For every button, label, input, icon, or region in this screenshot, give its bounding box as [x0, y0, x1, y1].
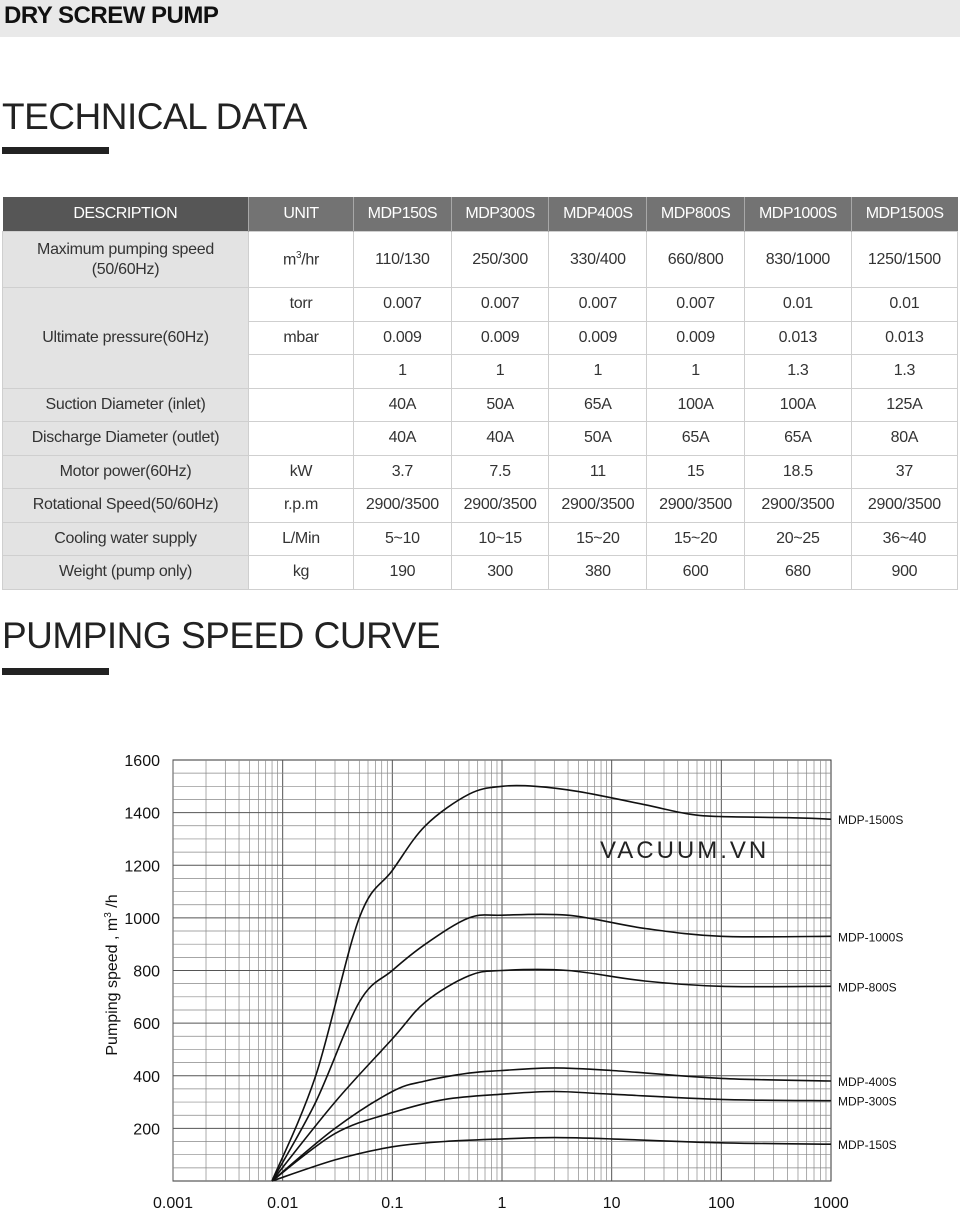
page-title: DRY SCREW PUMP	[4, 2, 219, 29]
cell: 0.009	[451, 321, 549, 355]
cell: 100A	[744, 388, 851, 422]
cell: 37	[851, 455, 957, 489]
cell: 0.013	[744, 321, 851, 355]
cell: 0.007	[647, 288, 745, 322]
cell: 830/1000	[744, 232, 851, 288]
col-description: DESCRIPTION	[3, 197, 249, 232]
cell: 65A	[647, 422, 745, 456]
cell: 1.3	[744, 355, 851, 389]
y-axis-label	[103, 894, 121, 1055]
svg-text:Pumping speed , m3 /h: Pumping speed , $m^3$ /h	[103, 894, 121, 1056]
x-tick-label: 0.1	[381, 1195, 404, 1209]
x-tick-label: 10	[602, 1195, 621, 1209]
cell: 110/130	[354, 232, 452, 288]
y-tick-label: 200	[133, 1121, 160, 1139]
cell: 10~15	[451, 522, 549, 556]
table-row	[3, 288, 958, 322]
legend-label-mdp-300s: MDP-300S	[838, 1094, 897, 1109]
row-unit	[249, 388, 354, 422]
legend-label-mdp-1500s: MDP-1500S	[838, 813, 904, 828]
cell: 660/800	[647, 232, 745, 288]
cell: 250/300	[451, 232, 549, 288]
row-unit: kW	[249, 455, 354, 489]
curve-title: PUMPING SPEED CURVE	[2, 615, 441, 656]
chart-watermark: VACUUM.VN	[600, 837, 770, 864]
y-tick-label: 1600	[124, 753, 160, 770]
row-label: Rotational Speed(50/60Hz)	[3, 489, 249, 523]
row-label: Cooling water supply	[3, 522, 249, 556]
cell: 5~10	[354, 522, 452, 556]
col-mdp800s: MDP800S	[647, 197, 745, 232]
cell: 0.007	[451, 288, 549, 322]
table-row	[3, 489, 958, 523]
row-unit: torr	[249, 288, 354, 322]
cell: 300	[451, 556, 549, 590]
cell: 2900/3500	[744, 489, 851, 523]
title-underline	[2, 147, 109, 154]
legend-label-mdp-1000s: MDP-1000S	[838, 930, 904, 945]
cell: 1	[549, 355, 647, 389]
row-unit: mbar	[249, 321, 354, 355]
cell: 900	[851, 556, 957, 590]
cell: 0.009	[354, 321, 452, 355]
cell: 0.009	[549, 321, 647, 355]
cell: 380	[549, 556, 647, 590]
y-tick-label: 1000	[124, 910, 160, 928]
cell: 1	[451, 355, 549, 389]
cell: 2900/3500	[851, 489, 957, 523]
cell: 40A	[451, 422, 549, 456]
cell: 0.01	[851, 288, 957, 322]
cell: 1.3	[851, 355, 957, 389]
row-label: Ultimate pressure(60Hz)	[3, 288, 249, 389]
row-label: Suction Diameter (inlet)	[3, 388, 249, 422]
row-unit: r.p.m	[249, 489, 354, 523]
cell: 80A	[851, 422, 957, 456]
row-unit	[249, 355, 354, 389]
cell: 36~40	[851, 522, 957, 556]
cell: 50A	[451, 388, 549, 422]
cell: 1	[647, 355, 745, 389]
cell: 0.013	[851, 321, 957, 355]
cell: 40A	[354, 388, 452, 422]
x-tick-label: 1	[497, 1195, 507, 1209]
legend-label-mdp-150s: MDP-150S	[838, 1138, 897, 1153]
x-tick-label: 100	[707, 1195, 735, 1209]
cell: 0.01	[744, 288, 851, 322]
row-label: Maximum pumping speed (50/60Hz)	[3, 232, 249, 288]
cell: 65A	[549, 388, 647, 422]
cell: 2900/3500	[451, 489, 549, 523]
cell: 50A	[549, 422, 647, 456]
x-tick-label: 1000	[813, 1195, 849, 1209]
curve-title-underline	[2, 668, 109, 675]
table-header-row	[3, 197, 958, 232]
row-label: Motor power(60Hz)	[3, 455, 249, 489]
chart-svg	[0, 720, 960, 1209]
cell: 100A	[647, 388, 745, 422]
cell: 7.5	[451, 455, 549, 489]
cell: 20~25	[744, 522, 851, 556]
cell: 18.5	[744, 455, 851, 489]
x-tick-label: 0.001	[152, 1195, 194, 1209]
table-row	[3, 422, 958, 456]
spec-table	[2, 197, 958, 590]
y-tick-label: 1200	[124, 858, 160, 876]
table-row	[3, 556, 958, 590]
col-mdp1000s: MDP1000S	[744, 197, 851, 232]
cell: 680	[744, 556, 851, 590]
cell: 0.007	[549, 288, 647, 322]
col-mdp1500s: MDP1500S	[851, 197, 957, 232]
cell: 190	[354, 556, 452, 590]
cell: 600	[647, 556, 745, 590]
col-mdp400s: MDP400S	[549, 197, 647, 232]
table-row	[3, 388, 958, 422]
technical-data-title: TECHNICAL DATA	[2, 96, 307, 137]
legend-label-mdp-800s: MDP-800S	[838, 980, 897, 995]
pumping-speed-chart	[0, 720, 960, 1209]
y-tick-label: 1400	[124, 805, 160, 823]
cell: 2900/3500	[549, 489, 647, 523]
header-bar	[0, 0, 960, 37]
y-tick-label: 600	[133, 1016, 160, 1034]
cell: 11	[549, 455, 647, 489]
cell: 0.007	[354, 288, 452, 322]
cell: 2900/3500	[354, 489, 452, 523]
cell: 125A	[851, 388, 957, 422]
chart-legend	[838, 813, 903, 1152]
cell: 0.009	[647, 321, 745, 355]
row-unit: kg	[249, 556, 354, 590]
legend-label-mdp-400s: MDP-400S	[838, 1075, 897, 1090]
cell: 65A	[744, 422, 851, 456]
cell: 330/400	[549, 232, 647, 288]
table-row	[3, 455, 958, 489]
row-unit: L/Min	[249, 522, 354, 556]
row-label: Discharge Diameter (outlet)	[3, 422, 249, 456]
cell: 15~20	[647, 522, 745, 556]
cell: 3.7	[354, 455, 452, 489]
col-mdp300s: MDP300S	[451, 197, 549, 232]
col-unit: UNIT	[249, 197, 354, 232]
cell: 15~20	[549, 522, 647, 556]
table-row	[3, 232, 958, 288]
row-unit	[249, 422, 354, 456]
table-row	[3, 522, 958, 556]
cell: 40A	[354, 422, 452, 456]
row-unit: $m^3/hr$	[249, 232, 354, 288]
cell: 2900/3500	[647, 489, 745, 523]
row-label: Weight (pump only)	[3, 556, 249, 590]
cell: 15	[647, 455, 745, 489]
cell: 1	[354, 355, 452, 389]
x-tick-label: 0.01	[267, 1195, 299, 1209]
y-tick-label: 400	[133, 1068, 160, 1086]
col-mdp150s: MDP150S	[354, 197, 452, 232]
cell: 1250/1500	[851, 232, 957, 288]
y-tick-label: 800	[133, 963, 160, 981]
